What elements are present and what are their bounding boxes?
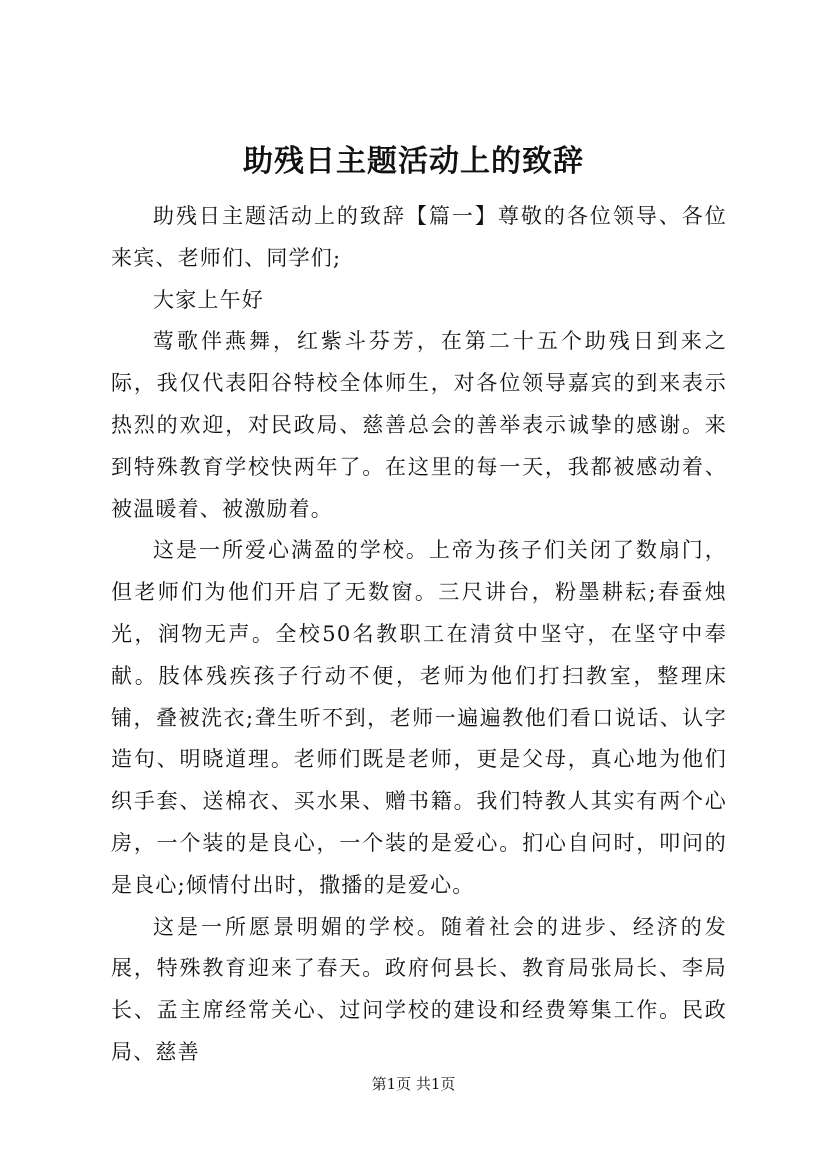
paragraph-greeting: 大家上午好 (153, 287, 264, 312)
paragraph-love-school: 这是一所爱心满盈的学校。上帝为孩子们关闭了数扇门，但老师们为他们开启了无数窗。三尺讲台，粉墨耕耘;春蚕烛光，润物无声。全校50名教职工在清贫中坚守，在坚守中奉献。肢体残疾孩子行动不便，老师为他们打扫教室，整理床铺，叠被洗衣;聋生听不到，老师一遍遍教他们看口说话、认字造句、明晓道理。老师们既是老师，更是父母，真心地为他们织手套、送棉衣、买水果、赠书籍。我们特教人其实有两个心房，一个装的是良心，一个装的是爱心。扪心自问时，叩问的是良心;倾情付出时，撒播的是爱心。 (111, 538, 727, 897)
paragraph-opening: 莺歌伴燕舞，红紫斗芬芳，在第二十五个助残日到来之际，我仅代表阳谷特校全体师生，对各位领导嘉宾的到来表示热烈的欢迎，对民政局、慈善总会的善举表示诚挚的感谢。来到特殊教育学校快两年了。在这里的每一天，我都被感动着、被温暖着、被激励着。 (111, 329, 727, 521)
document-title: 助残日主题活动上的致辞 (243, 144, 584, 179)
paragraph-vision-school: 这是一所愿景明媚的学校。随着社会的进步、经济的发展，特殊教育迎来了春天。政府何县长、教育局张局长、李局长、孟主席经常关心、过问学校的建设和经费筹集工作。民政局、慈善 (111, 914, 727, 1064)
document-body (111, 196, 727, 1074)
paragraph-intro: 助残日主题活动上的致辞【篇一】尊敬的各位领导、各位来宾、老师们、同学们; (111, 204, 727, 270)
page-number-footer: 第1页 共1页 (371, 1075, 456, 1093)
